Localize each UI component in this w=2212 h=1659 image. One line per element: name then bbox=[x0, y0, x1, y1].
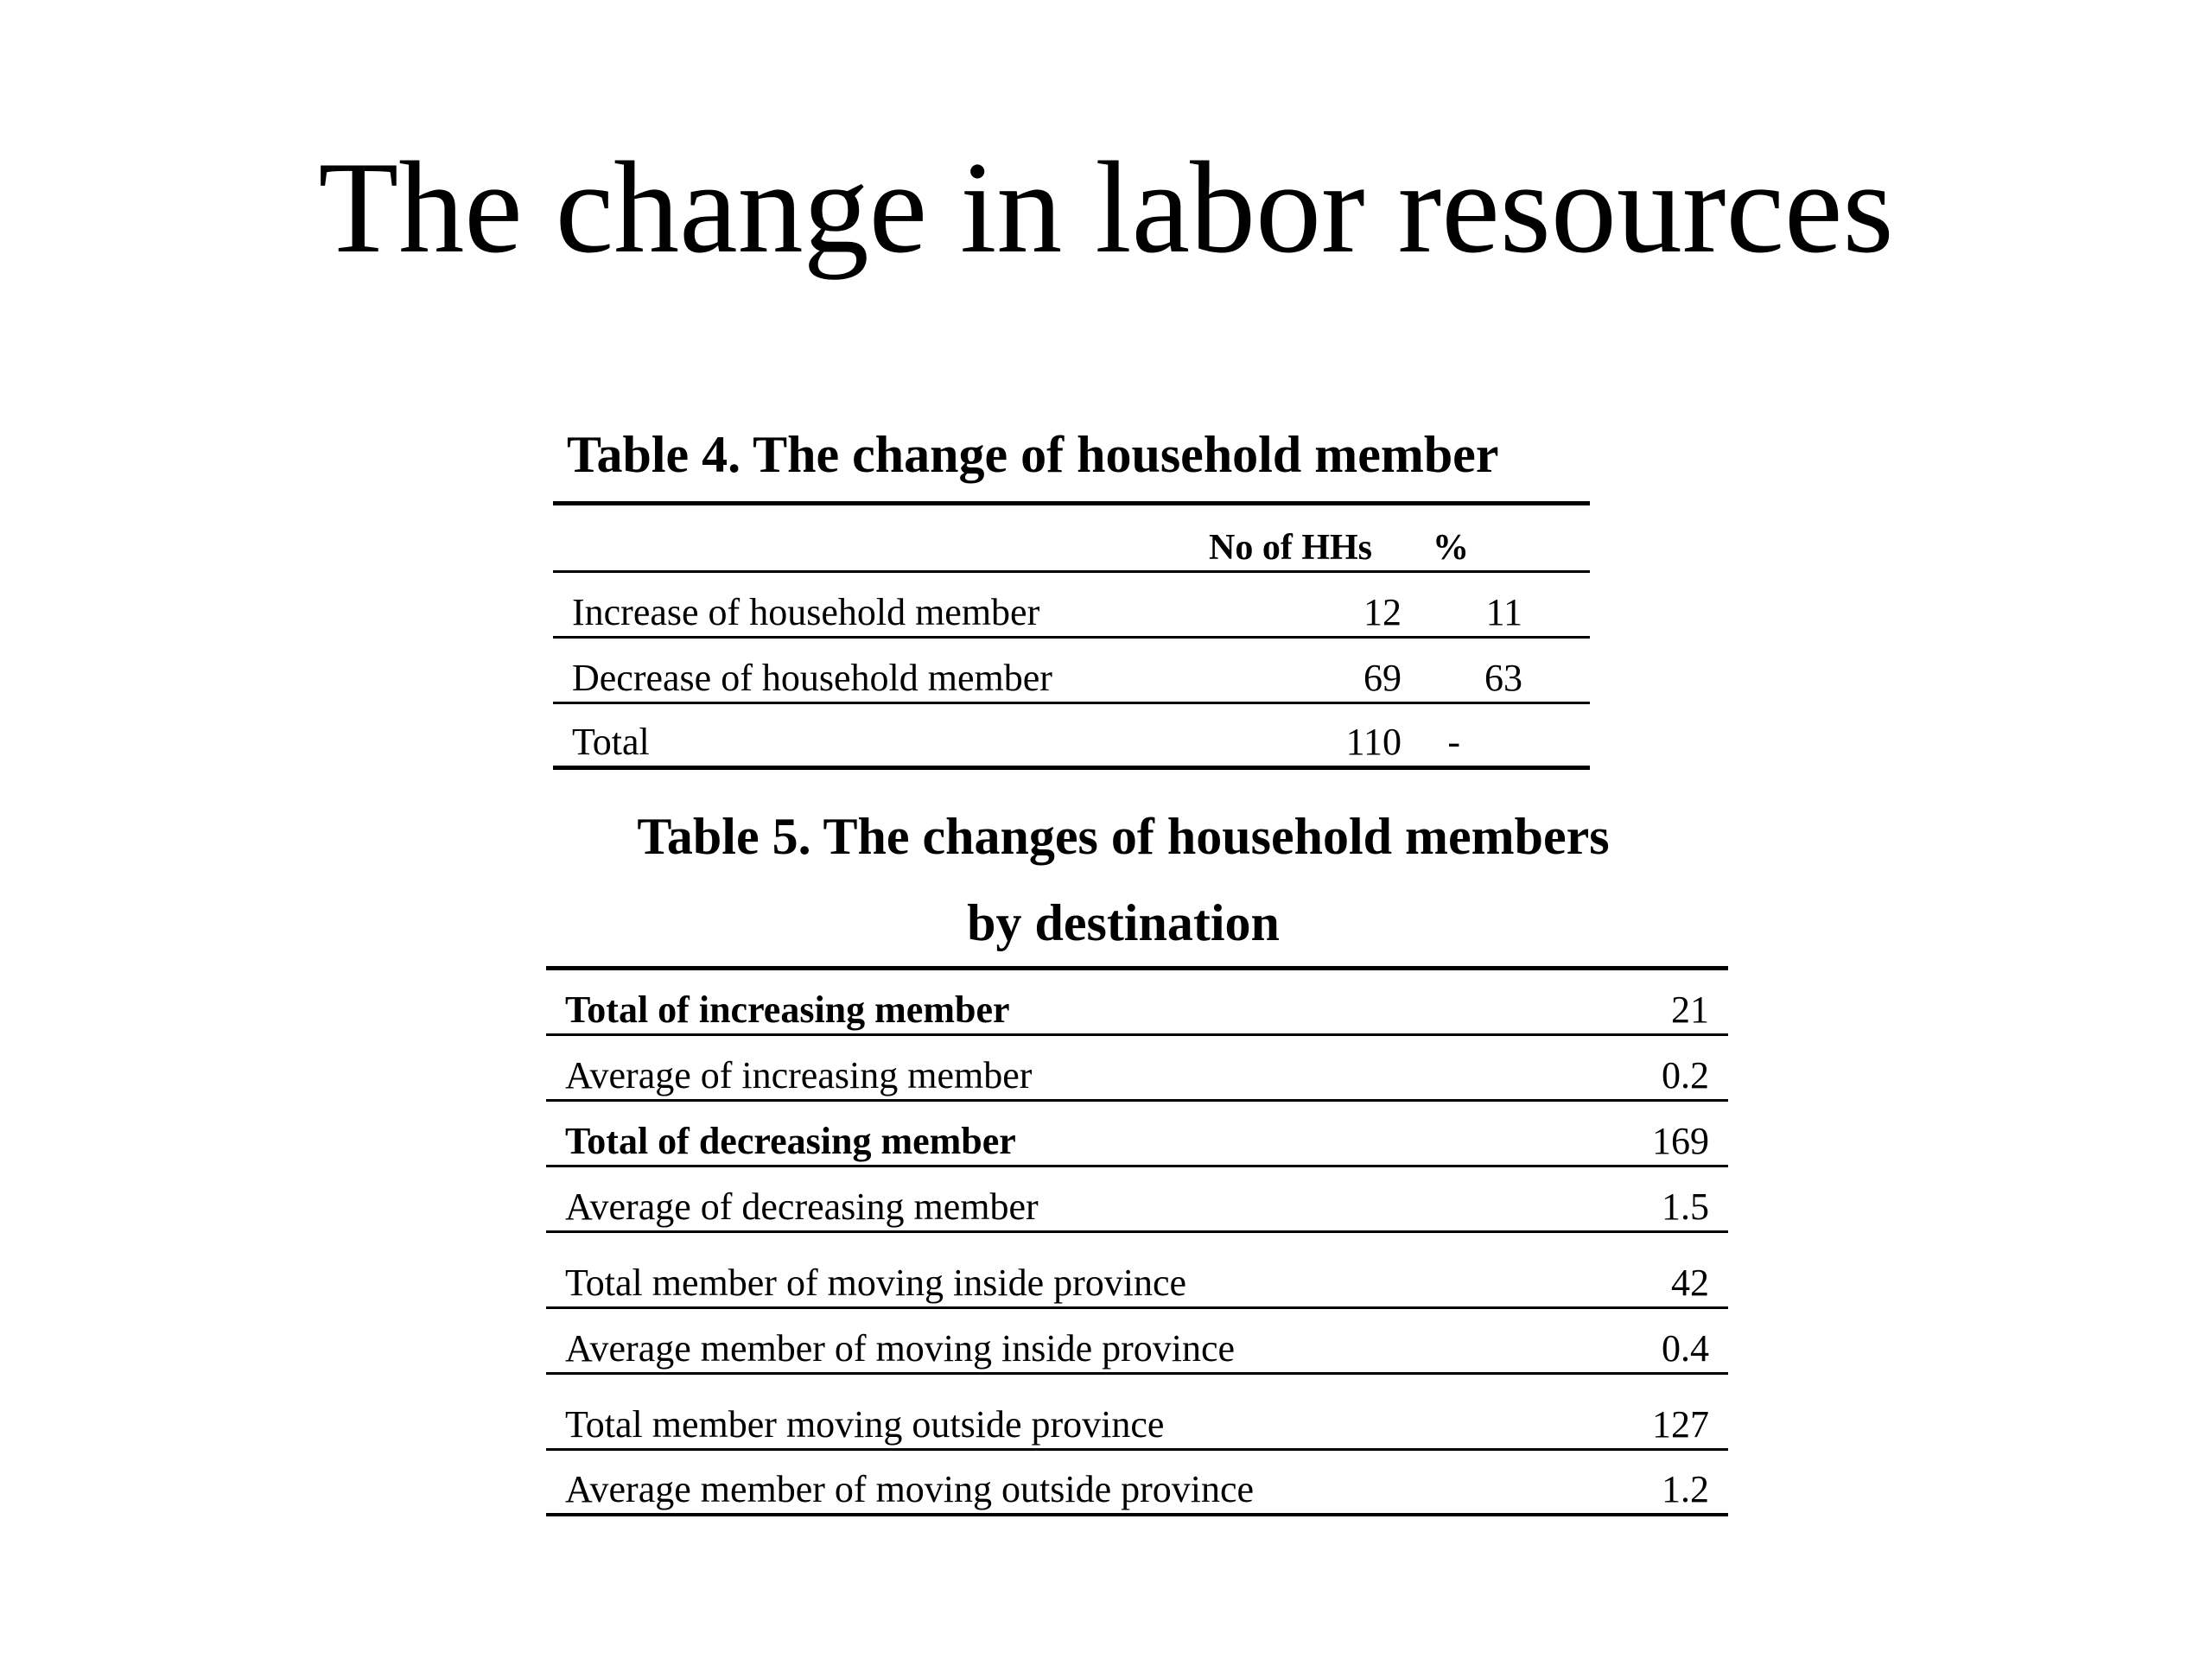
table-row bbox=[546, 1036, 1728, 1102]
table-row bbox=[546, 1102, 1728, 1167]
table-row bbox=[546, 1309, 1728, 1375]
table-row bbox=[546, 1233, 1728, 1309]
row-count: 69 bbox=[1363, 657, 1402, 699]
table-row bbox=[553, 704, 1590, 770]
row-count: 110 bbox=[1345, 721, 1402, 763]
row-label: Average member of moving inside province bbox=[565, 1327, 1236, 1370]
row-percent: - bbox=[1447, 721, 1460, 763]
row-label: Total of decreasing member bbox=[565, 1120, 1016, 1162]
table4-header-percent: % bbox=[1433, 528, 1469, 568]
table-row bbox=[546, 1167, 1728, 1233]
row-label: Average member of moving outside province bbox=[565, 1468, 1255, 1510]
row-label: Average of decreasing member bbox=[565, 1185, 1039, 1228]
row-value: 1.5 bbox=[1662, 1185, 1709, 1228]
row-value: 21 bbox=[1671, 988, 1709, 1031]
row-value: 1.2 bbox=[1662, 1468, 1709, 1510]
table-row bbox=[553, 573, 1590, 639]
row-label: Total member of moving inside province bbox=[565, 1262, 1187, 1304]
row-value: 169 bbox=[1652, 1120, 1709, 1162]
table-row bbox=[546, 1451, 1728, 1516]
row-label: Total bbox=[572, 721, 650, 763]
table-row bbox=[546, 1375, 1728, 1451]
table4-header-row bbox=[553, 505, 1590, 573]
row-value: 42 bbox=[1671, 1262, 1709, 1304]
table4 bbox=[553, 501, 1590, 770]
row-label: Total of increasing member bbox=[565, 988, 1010, 1031]
row-percent: 63 bbox=[1484, 657, 1522, 699]
table-row bbox=[546, 970, 1728, 1036]
row-count: 12 bbox=[1363, 591, 1402, 633]
table5-caption-line1: Table 5. The changes of household members bbox=[637, 808, 1610, 865]
row-value: 127 bbox=[1652, 1403, 1709, 1446]
row-label: Increase of household member bbox=[572, 591, 1040, 633]
slide-title: The change in labor resources bbox=[318, 135, 1894, 280]
table4-caption: Table 4. The change of household member bbox=[567, 426, 1499, 483]
row-label: Total member moving outside province bbox=[565, 1403, 1165, 1446]
table5-caption bbox=[518, 793, 1728, 966]
row-value: 0.2 bbox=[1662, 1054, 1709, 1096]
row-value: 0.4 bbox=[1662, 1327, 1709, 1370]
row-percent: 11 bbox=[1485, 591, 1522, 633]
table5 bbox=[546, 966, 1728, 1516]
table5-caption-line2: by destination bbox=[967, 894, 1280, 951]
table-row bbox=[553, 639, 1590, 704]
table4-header-count: No of HHs bbox=[1209, 528, 1372, 568]
row-label: Decrease of household member bbox=[572, 657, 1052, 699]
row-label: Average of increasing member bbox=[565, 1054, 1033, 1096]
